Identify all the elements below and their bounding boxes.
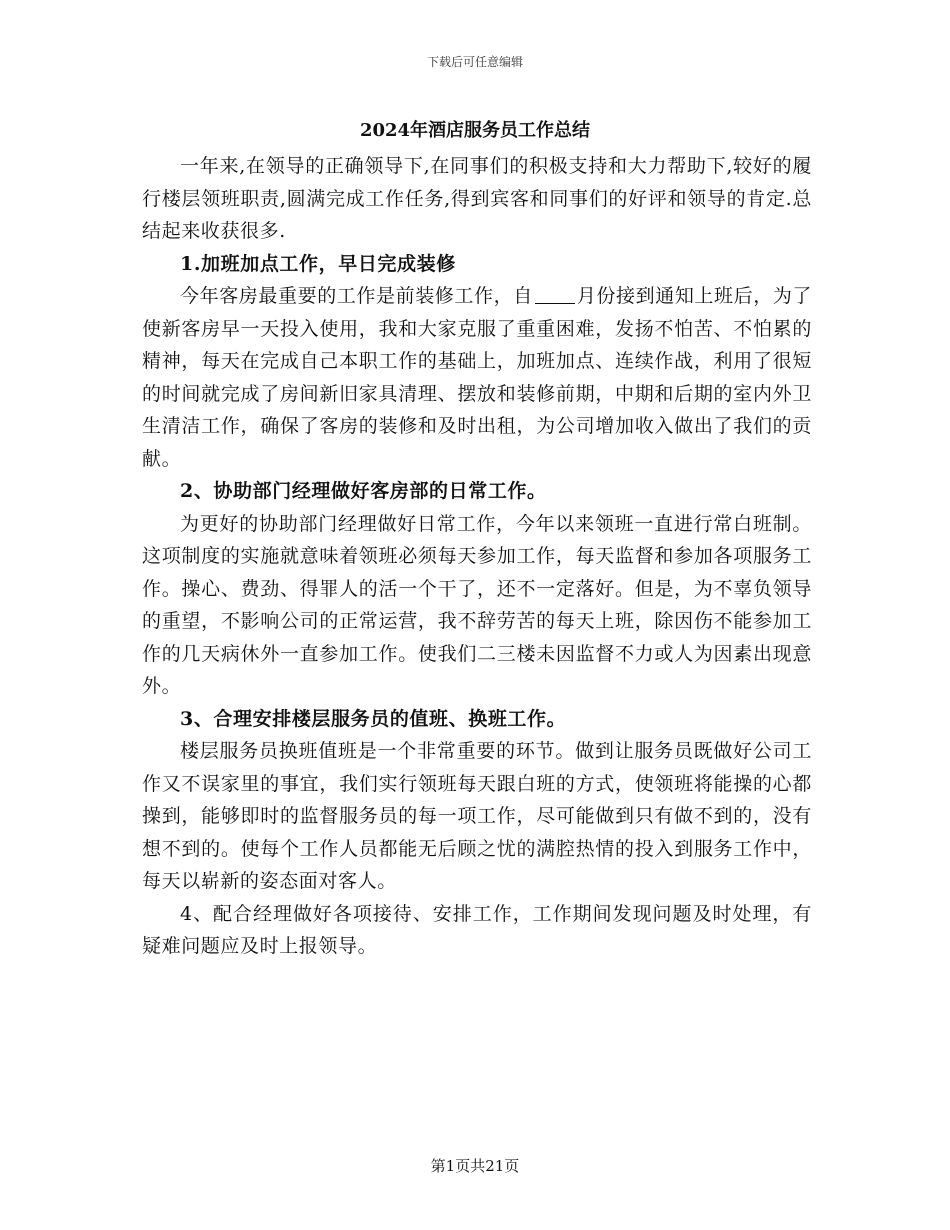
section-paragraph-2: 为更好的协助部门经理做好日常工作，今年以来领班一直进行常白班制。这项制度的实施就意味着领班必须每天参加工作，每天监督和参加各项服务工作。操心、费劲、得罪人的活一个干了，还不一定落好。但是，为不辜负领导的重望，不影响公司的正常运营，我不辞劳苦的每天上班，除因伤不能参加工作的几天病休外一直参加工作。使我们二三楼未因监督不力或人为因素出现意外。 bbox=[142, 512, 812, 697]
header-note: 下载后可任意编辑 bbox=[426, 55, 523, 69]
section-paragraph-3: 楼层服务员换班值班是一个非常重要的环节。做到让服务员既做好公司工作又不误家里的事宜，我们实行领班每天跟白班的方式，使领班将能操的心都操到，能够即时的监督服务员的每一项工作，尽可能做到只有做不到的，没有想不到的。使每个工作人员都能无后顾之忧的满腔热情的投入到服务工作中，每天以崭新的姿态面对客人。 bbox=[142, 740, 812, 892]
section-paragraph-4: 4、配合经理做好各项接待、安排工作，工作期间发现问题及时处理，有疑难问题应及时上报领导。 bbox=[142, 902, 812, 957]
section-heading-3: 3、合理安排楼层服务员的值班、换班工作。 bbox=[180, 707, 567, 730]
document-title: 2024年酒店服务员工作总结 bbox=[359, 120, 591, 141]
fill-in-blank bbox=[535, 285, 575, 304]
section-heading-2: 2、协助部门经理做好客房部的日常工作。 bbox=[180, 480, 547, 502]
section-paragraph-1-part-b: 月份接到通知上班后，为了使新客房早一天投入使用，我和大家克服了重重困难，发扬不怕苦、不怕累的精神，每天在完成自己本职工作的基础上，加班加点、连续作战，利用了很短的时间就完成了房间新旧家具清理、摆放和装修前期，中期和后期的室内外卫生清洁工作，确保了客房的装修和及时出租，为公司增加收入做出了我们的贡献。 bbox=[142, 285, 813, 470]
intro-paragraph: 一年来,在领导的正确领导下,在同事们的积极支持和大力帮助下,较好的履行楼层领班职责,圆满完成工作任务,得到宾客和同事们的好评和领导的肯定.总结起来收获很多. bbox=[142, 155, 812, 242]
document-body bbox=[142, 150, 812, 963]
section-heading-1: 1.加班加点工作，早日完成装修 bbox=[180, 252, 456, 275]
section-paragraph-1-part-a: 今年客房最重要的工作是前装修工作，自 bbox=[180, 285, 533, 307]
page-number-footer: 第1页共21页 bbox=[430, 1157, 520, 1175]
section-paragraph-1 bbox=[142, 280, 812, 475]
